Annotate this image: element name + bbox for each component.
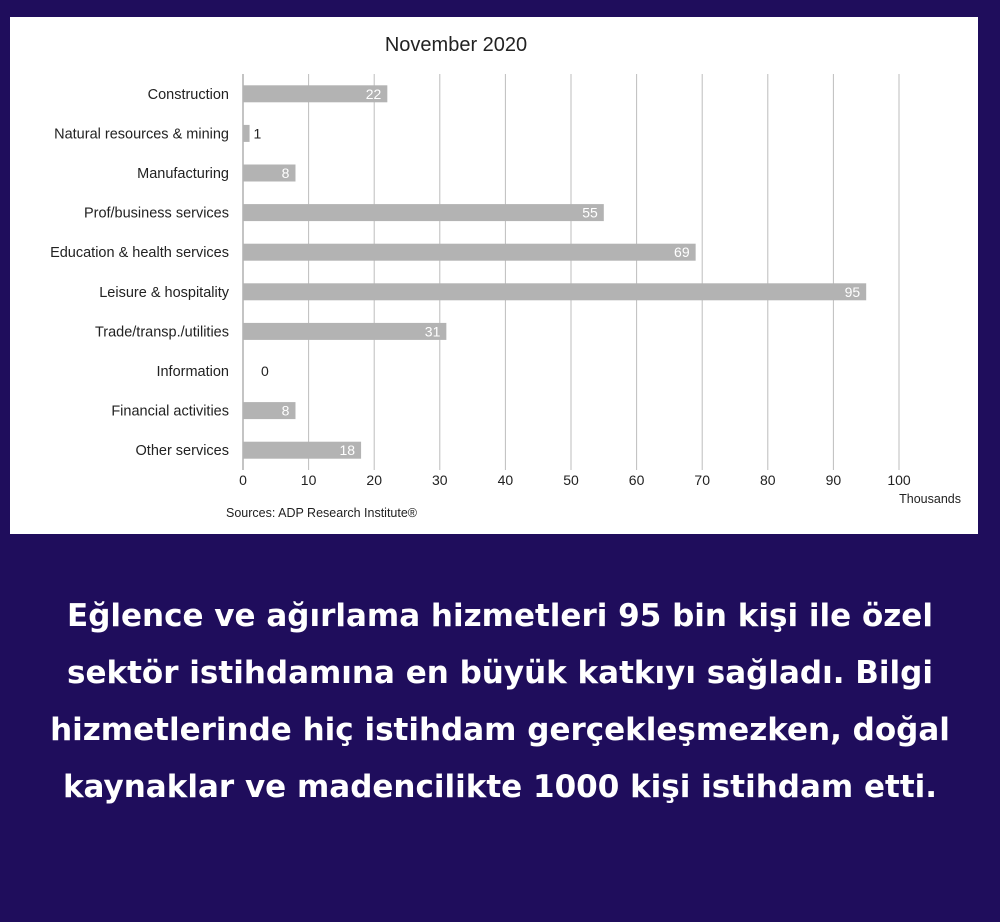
category-label: Trade/transp./utilities [94, 324, 229, 341]
x-tick-label: 70 [694, 472, 710, 488]
x-tick-labels [239, 472, 911, 488]
data-label: 69 [674, 244, 690, 261]
category-label: Construction [147, 86, 229, 103]
data-label: 18 [339, 442, 356, 459]
x-tick-label: 0 [239, 472, 247, 488]
bar [243, 204, 604, 221]
category-label: Information [156, 364, 229, 380]
data-label: 8 [281, 165, 290, 181]
data-label: 0 [261, 363, 269, 379]
x-tick-label: 90 [825, 472, 842, 488]
bar-chart [10, 17, 978, 534]
x-tick-label: 40 [497, 472, 514, 488]
bar [243, 283, 866, 300]
category-label: Natural resources & mining [54, 126, 229, 143]
x-tick-label: 10 [300, 472, 317, 488]
category-label: Leisure & hospitality [99, 284, 229, 301]
category-label: Prof/business services [83, 205, 229, 222]
data-label: 55 [582, 204, 598, 221]
category-label: Financial activities [111, 403, 229, 420]
chart-title: November 2020 [384, 34, 528, 56]
x-tick-label: 80 [760, 472, 776, 488]
data-label: 95 [844, 283, 861, 300]
x-axis-unit-label: Thousands [899, 492, 961, 506]
x-tick-label: 60 [628, 472, 645, 488]
x-tick-label: 50 [563, 472, 579, 488]
data-label: 22 [365, 85, 382, 102]
bar [243, 323, 446, 340]
data-label: 31 [424, 323, 441, 340]
x-tick-label: 100 [887, 472, 911, 488]
category-label: Manufacturing [137, 166, 229, 182]
data-label: 8 [281, 402, 290, 419]
caption-text: Eğlence ve ağırlama hizmetleri 95 bin kişi ile özel sektör istihdamına en büyük katkıyı sağladı. Bilgi hizmetlerinde hiç istihdam gerçekleşmezken, doğal kaynaklar ve madencilikte 1000 kişi istihdam etti. [50, 598, 950, 805]
bar [243, 244, 696, 261]
grid-layer [243, 74, 899, 470]
x-tick-label: 30 [432, 472, 448, 488]
bars-layer [243, 85, 866, 458]
category-label: Education & health services [50, 245, 229, 262]
data-label: 1 [253, 125, 262, 142]
category-labels [50, 87, 230, 459]
x-tick-label: 20 [366, 472, 382, 488]
category-label: Other services [135, 443, 229, 460]
source-note: Sources: ADP Research Institute® [226, 506, 418, 520]
chart-panel [10, 17, 978, 534]
bar [243, 125, 250, 142]
